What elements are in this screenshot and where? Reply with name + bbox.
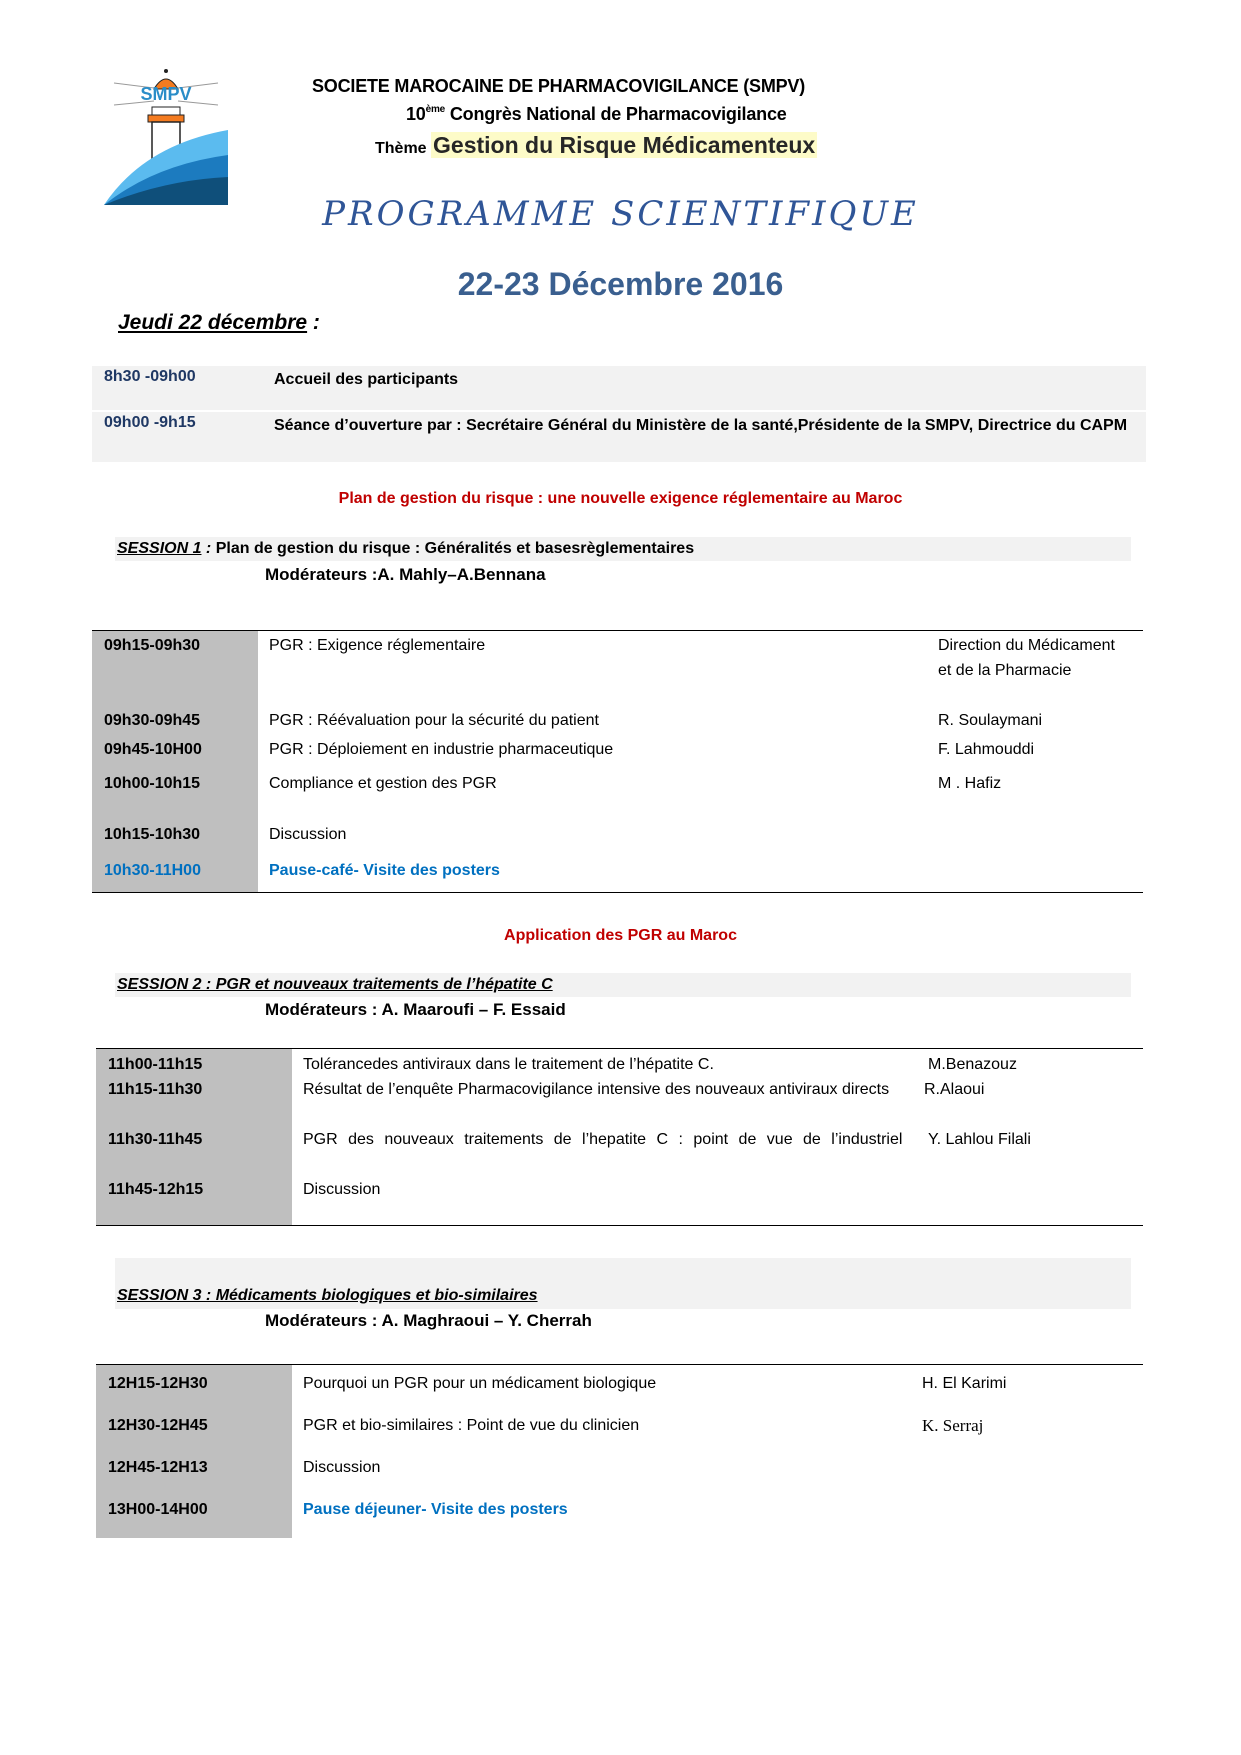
row-time: 11h45-12h15 xyxy=(108,1181,204,1198)
session-3-moderators: Modérateurs : A. Maghraoui – Y. Cherrah xyxy=(265,1311,592,1330)
session-1-sep: : xyxy=(201,540,216,557)
program-title: PROGRAMME SCIENTIFIQUE xyxy=(322,194,919,234)
row-title: Pause déjeuner- Visite des posters xyxy=(303,1501,568,1518)
row-title: Pourquoi un PGR pour un médicament biologique xyxy=(303,1375,657,1392)
session-2-moderators xyxy=(265,1000,566,1020)
row-title: PGR et bio-similaires : Point de vue du clinicien xyxy=(303,1417,640,1434)
moderators-label: Modérateurs xyxy=(265,1000,368,1019)
session-2-title: SESSION 2 : PGR et nouveaux traitements de l’hépatite C xyxy=(117,976,553,993)
row-speaker: R. Soulaymani xyxy=(938,712,1043,729)
session-1-title xyxy=(117,540,694,558)
row-time: 09h30-09h45 xyxy=(104,712,201,729)
opening-title: Accueil des participants xyxy=(274,371,459,388)
row-time: 13H00-14H00 xyxy=(108,1501,208,1518)
opening-time: 09h00 -9h15 xyxy=(104,414,196,431)
row-speaker xyxy=(938,858,1128,883)
row-speaker xyxy=(922,1455,1122,1480)
row-speaker: R.Alaoui xyxy=(924,1081,985,1098)
congress-title: Congrès National de Pharmacovigilance xyxy=(449,104,787,124)
row-title: PGR des nouveaux traitements de l’hepatite C : point de vue de l’industriel xyxy=(303,1131,903,1148)
opening-row xyxy=(92,412,1146,462)
row-speaker: Direction du Médicament et de la Pharmacie xyxy=(938,637,1115,679)
row-time: 09h15-09h30 xyxy=(104,637,201,654)
theme-line xyxy=(375,132,817,159)
row-title: Compliance et gestion des PGR xyxy=(269,775,497,792)
opening-time: 8h30 -09h00 xyxy=(104,368,196,385)
table-row-pause xyxy=(96,1497,1143,1522)
row-time: 11h30-11h45 xyxy=(108,1131,203,1148)
row-time: 12H30-12H45 xyxy=(108,1417,208,1434)
row-title: Pause-café- Visite des posters xyxy=(269,862,500,879)
table-row xyxy=(92,708,1143,733)
table-row xyxy=(92,737,1143,762)
congress-name xyxy=(406,104,787,125)
row-time: 10h15-10h30 xyxy=(104,826,201,843)
table-row xyxy=(92,822,1143,847)
row-speaker: K. Serraj xyxy=(922,1416,984,1435)
row-title: Tolérancedes antiviraux dans le traitement de l’hépatite C. xyxy=(303,1056,714,1073)
table-row xyxy=(96,1413,1143,1438)
row-time: 09h45-10H00 xyxy=(104,741,202,758)
opening-title: Séance d’ouverture par : Secrétaire Général du Ministère de la santé,Présidente de la SMPV, Directrice du CAPM xyxy=(274,417,1128,434)
congress-sup: ème xyxy=(425,104,446,115)
row-title: PGR : Réévaluation pour la sécurité du patient xyxy=(269,712,599,729)
row-title: Discussion xyxy=(303,1459,381,1476)
opening-table xyxy=(92,366,1146,462)
organization-name: SOCIETE MAROCAINE DE PHARMACOVIGILANCE (SMPV) xyxy=(312,76,806,96)
table-row xyxy=(96,1127,1143,1152)
row-title: Discussion xyxy=(269,826,347,843)
row-speaker: M.Benazouz xyxy=(928,1056,1017,1073)
smpv-logo xyxy=(104,55,228,205)
plenary-heading-2: Application des PGR au Maroc xyxy=(504,927,737,944)
opening-row xyxy=(92,366,1146,410)
row-title: Discussion xyxy=(303,1181,381,1198)
session-2-table xyxy=(96,1048,1143,1226)
table-row xyxy=(96,1455,1143,1480)
table-row xyxy=(92,771,1143,796)
day-heading xyxy=(118,311,320,335)
theme-title: Gestion du Risque Médicamenteux xyxy=(433,132,816,158)
plenary-heading-1: Plan de gestion du risque : une nouvelle exigence réglementaire au Maroc xyxy=(338,490,903,507)
row-speaker: H. El Karimi xyxy=(922,1375,1007,1392)
session-1-label: SESSION 1 xyxy=(117,540,202,557)
svg-text:SMPV: SMPV xyxy=(140,84,192,104)
day-suffix: : xyxy=(307,311,320,334)
session-1-moderators: Modérateurs :A. Mahly–A.Bennana xyxy=(265,565,546,584)
row-title: Résultat de l’enquête Pharmacovigilance intensive des nouveaux antiviraux directs xyxy=(303,1081,890,1098)
row-time: 11h15-11h30 xyxy=(108,1081,203,1098)
table-row xyxy=(96,1371,1143,1396)
theme-label: Thème xyxy=(375,140,427,157)
congress-number: 10 xyxy=(406,104,426,124)
session-3-title: SESSION 3 : Médicaments biologiques et bio-similaires xyxy=(117,1287,538,1304)
moderators-names: : A. Maaroufi – F. Essaid xyxy=(367,1000,566,1019)
row-time: 12H45-12H13 xyxy=(108,1459,208,1476)
lighthouse-logo-icon xyxy=(104,55,228,205)
row-time: 11h00-11h15 xyxy=(108,1056,203,1073)
session-1-name: Plan de gestion du risque : Généralités et basesrèglementaires xyxy=(215,540,695,557)
session-3-table xyxy=(96,1364,1143,1538)
table-row xyxy=(96,1177,1143,1202)
event-dates: 22-23 Décembre 2016 xyxy=(457,266,784,302)
row-speaker xyxy=(922,1177,1122,1202)
table-row xyxy=(92,633,1143,683)
session-1-table xyxy=(92,630,1143,893)
row-speaker: Y. Lahlou Filali xyxy=(928,1131,1031,1148)
table-row xyxy=(96,1077,1143,1102)
row-time: 10h30-11H00 xyxy=(104,862,201,879)
row-speaker xyxy=(938,822,1128,847)
row-time: 12H15-12H30 xyxy=(108,1375,208,1392)
row-time: 10h00-10h15 xyxy=(104,775,201,792)
table-row-pause xyxy=(92,858,1143,883)
day-label: Jeudi 22 décembre xyxy=(118,311,308,334)
row-speaker: F. Lahmouddi xyxy=(938,741,1035,758)
row-speaker: M . Hafiz xyxy=(938,775,1002,792)
table-row xyxy=(96,1052,1143,1077)
row-speaker xyxy=(922,1497,1122,1522)
row-title: PGR : Exigence réglementaire xyxy=(269,637,486,654)
row-title: PGR : Déploiement en industrie pharmaceutique xyxy=(269,741,614,758)
